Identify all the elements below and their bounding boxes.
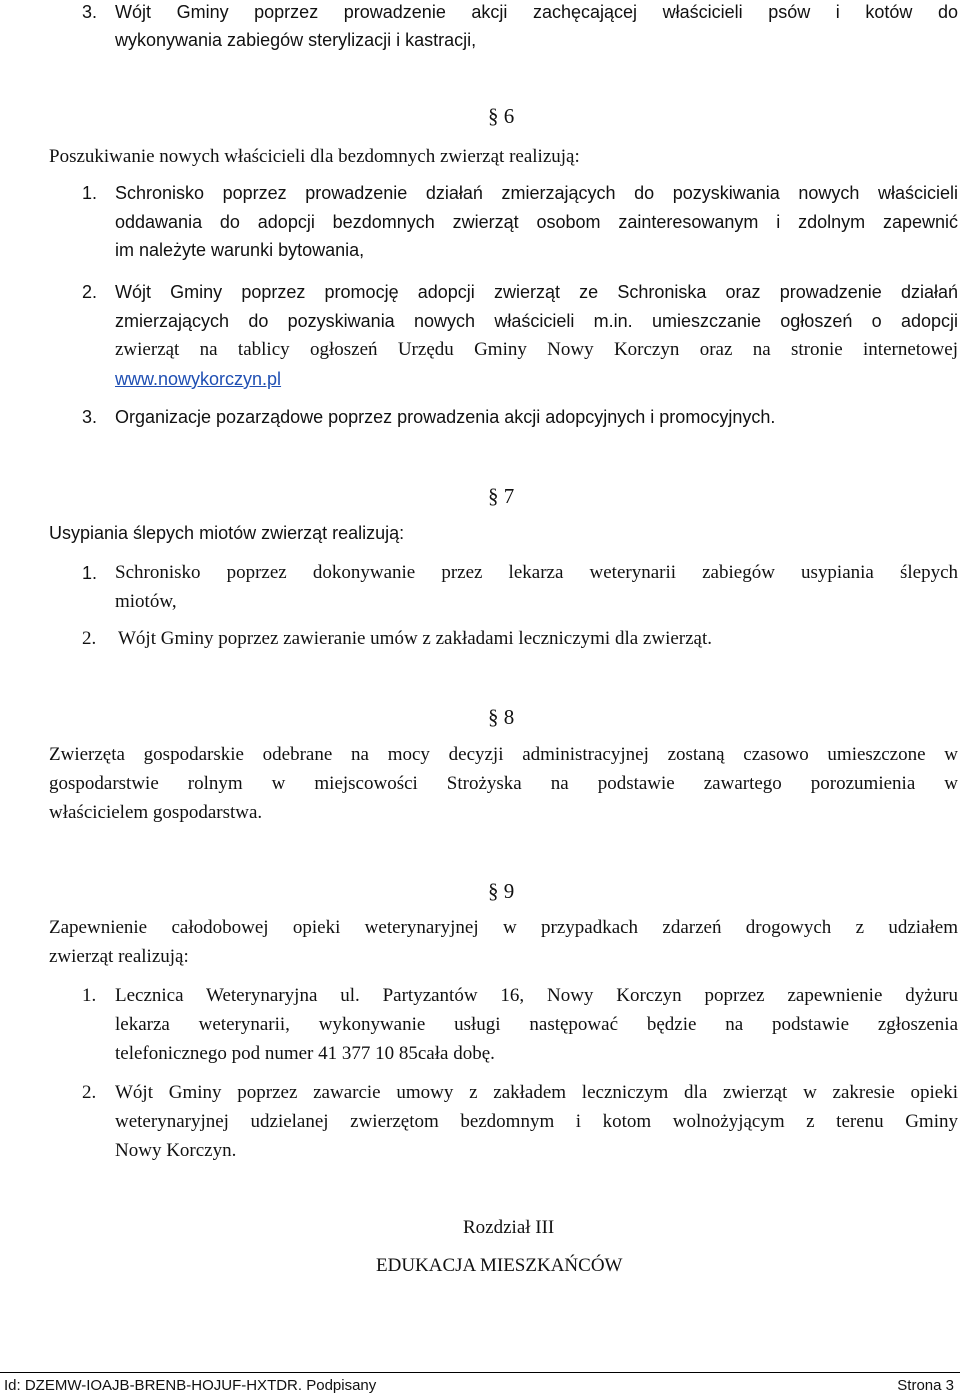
section-intro: zwierząt realizują: <box>49 946 189 967</box>
list-item-text: Schronisko poprzez prowadzenie działań zmierzających do pozyskiwania nowych właścicieli <box>115 183 958 203</box>
list-number: 1. <box>82 985 97 1006</box>
list-item-text: lekarza weterynarii, wykonywanie usługi następować będzie na podstawie zgłoszenia <box>115 1014 958 1035</box>
list-number: 1. <box>82 183 98 203</box>
page-number: Strona 3 <box>897 1377 954 1394</box>
list-item-text: Schronisko poprzez dokonywanie przez lekarza weterynarii zabiegów usypiania ślepych <box>115 562 958 583</box>
list-item-text: wykonywania zabiegów sterylizacji i kastracji, <box>115 30 477 50</box>
section-intro: Poszukiwanie nowych właścicieli dla bezdomnych zwierząt realizują: <box>49 146 580 167</box>
list-item-text: Nowy Korczyn. <box>115 1140 237 1161</box>
list-item-text: Wójt Gminy poprzez promocję adopcji zwierząt ze Schroniska oraz prowadzenie działań <box>115 282 958 302</box>
list-item-text: Wójt Gminy poprzez prowadzenie akcji zachęcającej właścicieli psów i kotów do <box>115 2 958 22</box>
chapter-title: EDUKACJA MIESZKAŃCÓW <box>376 1255 623 1276</box>
paragraph-line: gospodarstwie rolnym w miejscowości Strożyska na podstawie zawartego porozumienia w <box>49 773 958 794</box>
paragraph-line: właścicielem gospodarstwa. <box>49 802 263 823</box>
list-item-text: weterynaryjnej udzielanej zwierzętom bezdomnym i kotom wolnożyjącym z terenu Gminy <box>115 1111 958 1132</box>
list-item-text: Lecznica Weterynaryjna ul. Partyzantów 16, Nowy Korczyn poprzez zapewnienie dyżuru <box>115 985 958 1006</box>
list-item-text: zmierzających do pozyskiwania nowych właścicieli m.in. umieszczanie ogłoszeń o adopcji <box>115 311 958 331</box>
list-item-text: Organizacje pozarządowe poprzez prowadzenia akcji adopcyjnych i promocyjnych. <box>115 407 776 427</box>
section-heading: § 8 <box>488 705 515 729</box>
list-item-text: im należyte warunki bytowania, <box>115 240 365 260</box>
chapter-number: Rozdział III <box>463 1217 555 1238</box>
section-heading: § 9 <box>488 879 515 903</box>
list-item-text: Wójt Gminy poprzez zawieranie umów z zakładami leczniczymi dla zwierząt. <box>118 628 713 649</box>
list-item-text: telefonicznego pod numer 41 377 10 85cała dobę. <box>115 1043 495 1064</box>
paragraph-line: Zwierzęta gospodarskie odebrane na mocy decyzji administracyjnej zostaną czasowo umieszczone w <box>49 744 958 765</box>
list-item-text: zwierząt na tablicy ogłoszeń Urzędu Gminy Nowy Korczyn oraz na stronie internetowej <box>115 339 958 360</box>
list-number: 3. <box>82 2 98 22</box>
section-intro: Usypiania ślepych miotów zwierząt realizują: <box>49 523 405 543</box>
footer-divider <box>0 1372 960 1373</box>
website-link[interactable]: www.nowykorczyn.pl <box>115 369 282 389</box>
section-heading: § 6 <box>488 104 515 128</box>
document-id: Id: DZEMW-IOAJB-BRENB-HOJUF-HXTDR. Podpisany <box>4 1377 377 1394</box>
list-number: 2. <box>82 282 98 302</box>
list-item-text: Wójt Gminy poprzez zawarcie umowy z zakładem leczniczym dla zwierząt w zakresie opieki <box>115 1082 958 1103</box>
list-item-text: oddawania do adopcji bezdomnych zwierząt osobom zainteresowanym i zdolnym zapewnić <box>115 212 958 232</box>
list-number: 3. <box>82 407 98 427</box>
section-heading: § 7 <box>488 484 515 508</box>
list-number: 1. <box>82 563 98 583</box>
section-intro: Zapewnienie całodobowej opieki weterynaryjnej w przypadkach zdarzeń drogowych z udziałem <box>49 917 958 938</box>
list-number: 2. <box>82 1082 97 1103</box>
list-number: 2. <box>82 628 97 649</box>
list-item-text: miotów, <box>115 591 177 612</box>
